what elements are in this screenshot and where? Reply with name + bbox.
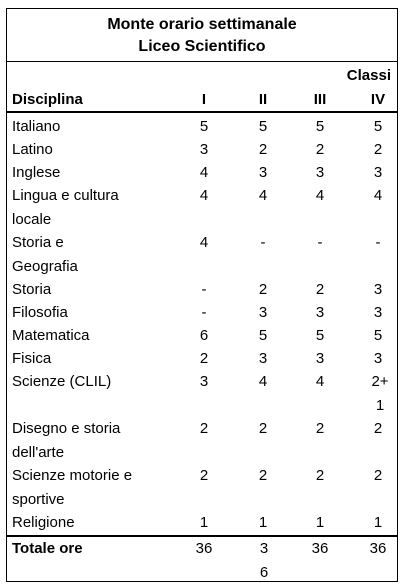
subject-name: Italiano	[12, 118, 61, 135]
subject-name: Disegno e storia dell'arte	[12, 420, 121, 461]
hours-class-1: 6	[199, 327, 209, 344]
header-class-3: III	[313, 91, 327, 108]
total-row	[7, 535, 397, 582]
subject-name: Inglese	[12, 164, 61, 181]
subject-name: Scienze motorie e sportive	[12, 467, 133, 508]
table-row	[7, 464, 397, 511]
total-label: Totale ore	[12, 540, 83, 557]
hours-class-1: 2	[199, 420, 209, 437]
hours-class-1: 5	[199, 118, 209, 135]
hours-class-1: 2	[199, 467, 209, 484]
total-class-1: 36	[195, 540, 213, 557]
subject-name: Scienze (CLIL)	[12, 373, 112, 390]
hours-class-4: 5	[373, 327, 383, 344]
hours-class-3: 2	[315, 141, 325, 158]
table-row	[7, 324, 397, 347]
hours-class-2: 3	[258, 304, 268, 321]
hours-class-3: 4	[315, 373, 325, 390]
hours-class-1: -	[201, 281, 207, 298]
total-class-2: 36	[259, 540, 269, 581]
hours-class-4: 2	[373, 141, 383, 158]
hours-class-3: 1	[315, 514, 325, 531]
hours-class-4: 5	[373, 118, 383, 135]
hours-class-2: -	[260, 234, 266, 251]
table-row	[7, 417, 397, 464]
subject-name: Lingua e cultura locale	[12, 187, 119, 228]
table-row	[7, 278, 397, 301]
header-class-2: II	[258, 91, 268, 108]
subject-name: Fisica	[12, 350, 52, 367]
hours-class-1: 1	[199, 514, 209, 531]
table-body	[7, 115, 397, 534]
hours-class-3: 2	[315, 467, 325, 484]
hours-class-4: 3	[373, 281, 383, 298]
subject-name: Religione	[12, 514, 75, 531]
hours-class-4: 3	[373, 304, 383, 321]
hours-table	[6, 8, 398, 582]
table-row	[7, 231, 397, 278]
subject-name: Storia	[12, 281, 52, 298]
hours-class-4: 4	[373, 187, 383, 204]
hours-class-2: 5	[258, 118, 268, 135]
hours-class-4: 3	[373, 350, 383, 367]
hours-class-3: 3	[315, 350, 325, 367]
total-class-3: 36	[311, 540, 329, 557]
hours-class-1: 4	[199, 164, 209, 181]
hours-class-3: 4	[315, 187, 325, 204]
title-line-1: Monte orario settimanale	[107, 16, 297, 33]
classi-header: Classi	[346, 67, 391, 84]
table-row	[7, 511, 397, 534]
header-class-1: I	[201, 91, 207, 108]
table-row	[7, 161, 397, 184]
subject-name: Latino	[12, 141, 53, 158]
hours-class-3: 5	[315, 118, 325, 135]
hours-class-1: 4	[199, 187, 209, 204]
hours-class-2: 3	[258, 164, 268, 181]
hours-class-4: 2+1	[371, 373, 389, 414]
hours-class-3: -	[317, 234, 323, 251]
hours-class-4: 1	[373, 514, 383, 531]
table-row	[7, 115, 397, 138]
hours-class-2: 3	[258, 350, 268, 367]
hours-class-1: 3	[199, 373, 209, 390]
subject-name: Filosofia	[12, 304, 68, 321]
hours-class-2: 2	[258, 141, 268, 158]
hours-class-4: -	[375, 234, 381, 251]
hours-class-2: 2	[258, 281, 268, 298]
table-title	[7, 9, 397, 62]
hours-class-3: 5	[315, 327, 325, 344]
hours-class-1: 4	[199, 234, 209, 251]
hours-class-1: 3	[199, 141, 209, 158]
hours-class-1: -	[201, 304, 207, 321]
table-row	[7, 347, 397, 370]
table-row	[7, 301, 397, 324]
subject-name: Storia e Geografia	[12, 234, 78, 275]
column-header-row	[7, 89, 397, 113]
hours-class-2: 5	[258, 327, 268, 344]
total-class-4: 36	[369, 540, 387, 557]
table-row	[7, 138, 397, 161]
hours-class-2: 4	[258, 373, 268, 390]
subject-name: Matematica	[12, 327, 90, 344]
header-class-4: IV	[370, 91, 386, 108]
hours-class-2: 1	[258, 514, 268, 531]
hours-class-4: 2	[373, 420, 383, 437]
hours-class-3: 3	[315, 164, 325, 181]
hours-class-3: 2	[315, 281, 325, 298]
hours-class-4: 2	[373, 467, 383, 484]
hours-class-1: 2	[199, 350, 209, 367]
hours-class-4: 3	[373, 164, 383, 181]
hours-class-2: 2	[258, 420, 268, 437]
hours-class-2: 2	[258, 467, 268, 484]
table-row	[7, 370, 397, 417]
hours-class-2: 4	[258, 187, 268, 204]
hours-class-3: 2	[315, 420, 325, 437]
table-row	[7, 184, 397, 231]
header-disciplina: Disciplina	[12, 91, 83, 108]
hours-class-3: 3	[315, 304, 325, 321]
title-line-2: Liceo Scientifico	[138, 38, 266, 55]
